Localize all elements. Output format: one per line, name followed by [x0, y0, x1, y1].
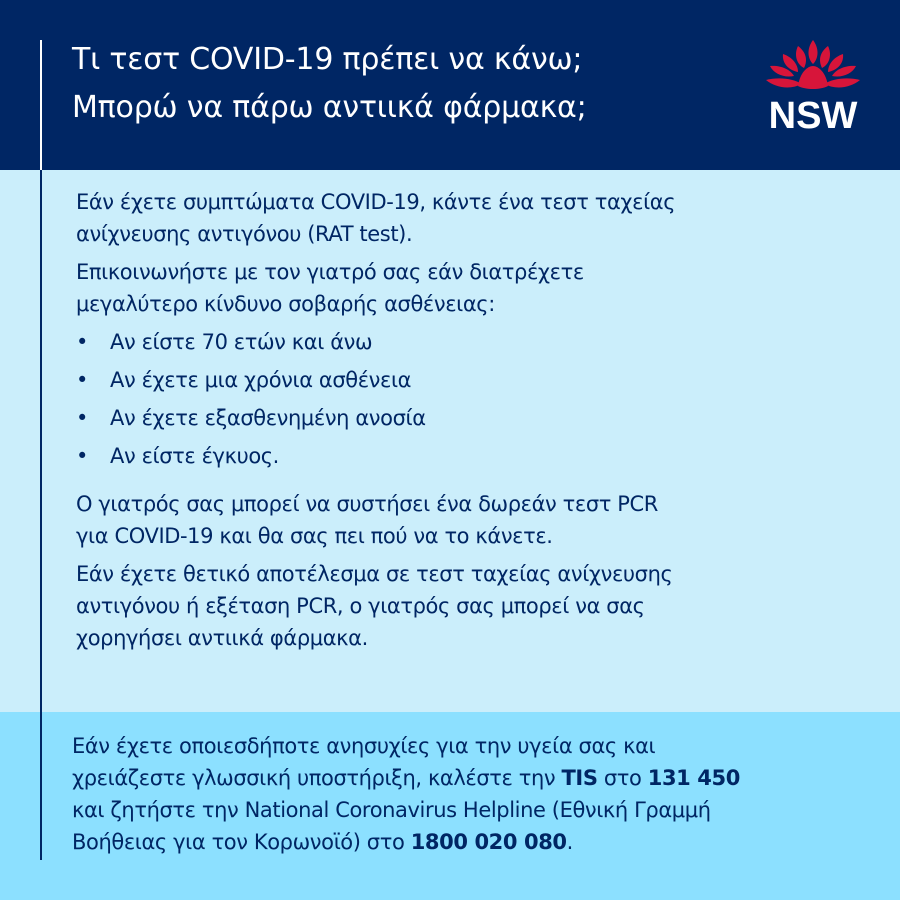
page-title: [72, 36, 752, 132]
main-content: [76, 186, 866, 660]
bullet-icon: •: [76, 330, 88, 354]
paragraph-line: Ο γιατρός σας μπορεί να συστήσει ένα δωρεάν τεστ PCR: [76, 492, 658, 516]
bullet-icon: •: [76, 368, 88, 392]
footer-text-segment: στο: [597, 766, 648, 790]
bullet-icon: •: [76, 406, 88, 430]
waratah-flower-icon: [758, 38, 868, 98]
list-item: [76, 402, 866, 440]
paragraph-line: Εάν έχετε θετικό αποτέλεσμα σε τεστ ταχείας ανίχνευσης: [76, 562, 673, 586]
tis-phone-number: 131 450: [647, 766, 740, 790]
nsw-logo: [758, 38, 868, 138]
paragraph-line: Εάν έχετε συμπτώματα COVID-19, κάντε ένα τεστ ταχείας: [76, 190, 676, 214]
paragraph-line: μεγαλύτερο κίνδυνο σοβαρής ασθένειας:: [76, 292, 495, 316]
paragraph-pcr: [76, 488, 866, 552]
list-item-text: Αν έχετε μια χρόνια ασθένεια: [110, 368, 412, 392]
paragraph-line: για COVID-19 και θα σας πει πού να το κάνετε.: [76, 524, 553, 548]
risk-list: [76, 326, 866, 478]
paragraph-antivirals: [76, 558, 866, 654]
title-line-2: Μπορώ να πάρω αντιικά φάρμακα;: [72, 90, 587, 125]
title-line-1: Τι τεστ COVID-19 πρέπει να κάνω;: [72, 42, 583, 77]
accent-rule-header: [40, 40, 42, 170]
paragraph-line: αντιγόνου ή εξέταση PCR, ο γιατρός σας μπορεί να σας: [76, 594, 645, 618]
footer-line: [72, 762, 872, 794]
paragraph-line: χορηγήσει αντιικά φάρμακα.: [76, 626, 368, 650]
footer-line: Εάν έχετε οποιεσδήποτε ανησυχίες για την υγεία σας και: [72, 734, 656, 758]
footer-line: [72, 826, 872, 858]
helpline-phone-number: 1800 020 080: [410, 830, 567, 854]
footer-text-segment: Βοήθειας για τον Κορωνοϊό) στο: [72, 830, 411, 854]
list-item: [76, 364, 866, 402]
list-item-text: Αν είστε 70 ετών και άνω: [110, 330, 373, 354]
paragraph-contact-doctor: [76, 256, 866, 320]
paragraph-line: Επικοινωνήστε με τον γιατρό σας εάν διατρέχετε: [76, 260, 584, 284]
paragraph-line: ανίχνευσης αντιγόνου (RAT test).: [76, 222, 413, 246]
list-item-text: Αν έχετε εξασθενημένη ανοσία: [110, 406, 426, 430]
tis-name: TIS: [561, 766, 598, 790]
list-item: [76, 440, 866, 478]
footer-text-segment: χρειάζεστε γλωσσική υποστήριξη, καλέστε την: [72, 766, 562, 790]
list-item-text: Αν είστε έγκυος.: [110, 444, 279, 468]
footer-text-segment: .: [566, 830, 573, 854]
bullet-icon: •: [76, 444, 88, 468]
nsw-logo-text: NSW: [768, 95, 858, 137]
support-info: [72, 730, 872, 858]
paragraph-symptoms: [76, 186, 866, 250]
footer-line: και ζητήστε την National Coronavirus Helpline (Εθνική Γραμμή: [72, 798, 711, 822]
list-item: [76, 326, 866, 364]
